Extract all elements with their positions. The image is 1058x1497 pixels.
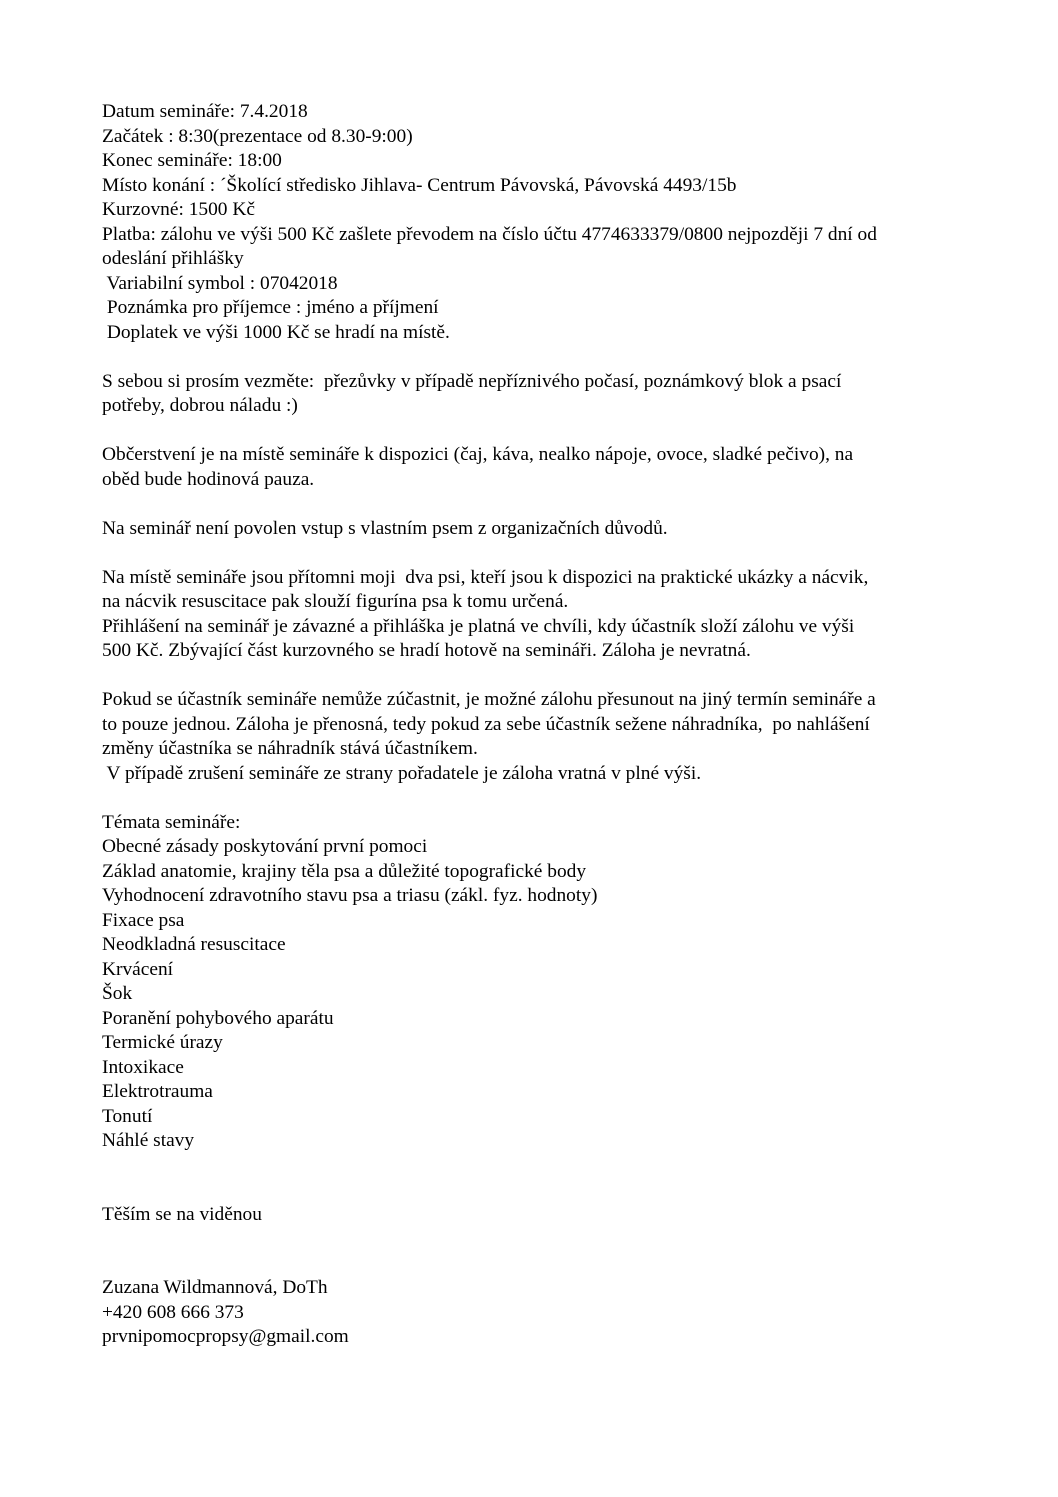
closing-text: Těším se na viděnou xyxy=(102,1203,262,1225)
dogs-rule-text: Na seminář není povolen vstup s vlastním psem z organizačních důvodů. xyxy=(102,517,668,539)
what-to-bring xyxy=(102,370,962,419)
topic-item: Elektrotrauma xyxy=(102,1081,213,1102)
seminar-venue: Místo konání : ´Školící středisko Jihlava- Centrum Pávovská, Pávovská 4493/15b xyxy=(102,174,737,196)
cancellation-line-3: změny účastníka se náhradník stává účastníkem. xyxy=(102,738,478,759)
signature-email: prvnipomocpropsy@gmail.com xyxy=(102,1326,349,1347)
dogs-present-line-2: na nácvik resuscitace pak slouží figurína psa k tomu určená. xyxy=(102,591,569,612)
spacer xyxy=(102,345,962,370)
refreshments xyxy=(102,443,962,492)
signature-name: Zuzana Wildmannová, DoTh xyxy=(102,1277,328,1298)
spacer xyxy=(102,664,962,689)
registration-line-1: Přihlášení na seminář je závazné a přihláška je platná ve chvíli, kdy účastník složí zálohu ve výši xyxy=(102,615,855,637)
payment-info-line-1: Platba: zálohu ve výši 500 Kč zašlete převodem na číslo účtu 4774633379/0800 nejpozději 7 dní od xyxy=(102,223,877,245)
dogs-present xyxy=(102,566,962,664)
payment-info-line-2: odeslání přihlášky xyxy=(102,248,244,269)
seminar-details xyxy=(102,100,962,345)
variable-symbol: Variabilní symbol : 07042018 xyxy=(102,272,338,294)
dogs-present-line-1: Na místě semináře jsou přítomni moji dva psi, kteří jsou k dispozici na praktické ukázky a nácvik, xyxy=(102,566,869,588)
topic-item: Termické úrazy xyxy=(102,1032,223,1053)
cancellation-line-2: to pouze jednou. Záloha je přenosná, tedy pokud za sebe účastník sežene náhradníka, po nahlášení xyxy=(102,713,870,735)
dogs-rule xyxy=(102,517,962,542)
seminar-fee: Kurzovné: 1500 Kč xyxy=(102,199,255,220)
topic-item: Tonutí xyxy=(102,1105,153,1127)
seminar-date: Datum semináře: 7.4.2018 xyxy=(102,101,308,122)
topics-section xyxy=(102,811,962,1154)
seminar-end: Konec semináře: 18:00 xyxy=(102,150,282,171)
cancellation-policy xyxy=(102,688,962,786)
spacer xyxy=(102,419,962,444)
topic-item: Šok xyxy=(102,983,133,1004)
surcharge-info: Doplatek ve výši 1000 Kč se hradí na místě. xyxy=(102,321,450,343)
refreshments-line-1: Občerstvení je na místě semináře k dispozici (čaj, káva, nealko nápoje, ovoce, sladké pečivo), na xyxy=(102,444,854,465)
spacer xyxy=(102,786,962,811)
topic-item: Poranění pohybového aparátu xyxy=(102,1007,334,1029)
cancellation-line-4: V případě zrušení semináře ze strany pořadatele je záloha vratná v plné výši. xyxy=(102,762,702,784)
what-to-bring-line-1: S sebou si prosím vezměte: přezůvky v případě nepříznivého počasí, poznámkový blok a psací xyxy=(102,370,842,392)
topic-item: Základ anatomie, krajiny těla psa a důležité topografické body xyxy=(102,860,587,882)
topic-item: Krvácení xyxy=(102,958,174,980)
topic-item: Neodkladná resuscitace xyxy=(102,934,286,955)
cancellation-line-1: Pokud se účastník semináře nemůže zúčastnit, je možné zálohu přesunout na jiný termín semináře a xyxy=(102,689,876,710)
spacer xyxy=(102,541,962,566)
closing xyxy=(102,1203,962,1228)
topic-item: Obecné zásady poskytování první pomoci xyxy=(102,836,428,857)
document-body xyxy=(102,100,962,1350)
topic-item: Intoxikace xyxy=(102,1056,184,1078)
signature-phone: +420 608 666 373 xyxy=(102,1301,244,1323)
topic-item: Vyhodnocení zdravotního stavu psa a triasu (zákl. fyz. hodnoty) xyxy=(102,885,598,906)
what-to-bring-line-2: potřeby, dobrou náladu :) xyxy=(102,395,298,416)
refreshments-line-2: oběd bude hodinová pauza. xyxy=(102,468,315,490)
spacer xyxy=(102,1227,962,1276)
topic-item: Náhlé stavy xyxy=(102,1130,195,1151)
payment-note: Poznámka pro příjemce : jméno a příjmení xyxy=(102,297,439,318)
spacer xyxy=(102,1154,962,1203)
spacer xyxy=(102,492,962,517)
seminar-start: Začátek : 8:30(prezentace od 8.30-9:00) xyxy=(102,125,413,147)
signature-block xyxy=(102,1276,962,1350)
topics-heading: Témata semináře: xyxy=(102,811,241,833)
registration-line-2: 500 Kč. Zbývající část kurzovného se hradí hotově na semináři. Záloha je nevratná. xyxy=(102,640,751,661)
topic-item: Fixace psa xyxy=(102,909,185,931)
